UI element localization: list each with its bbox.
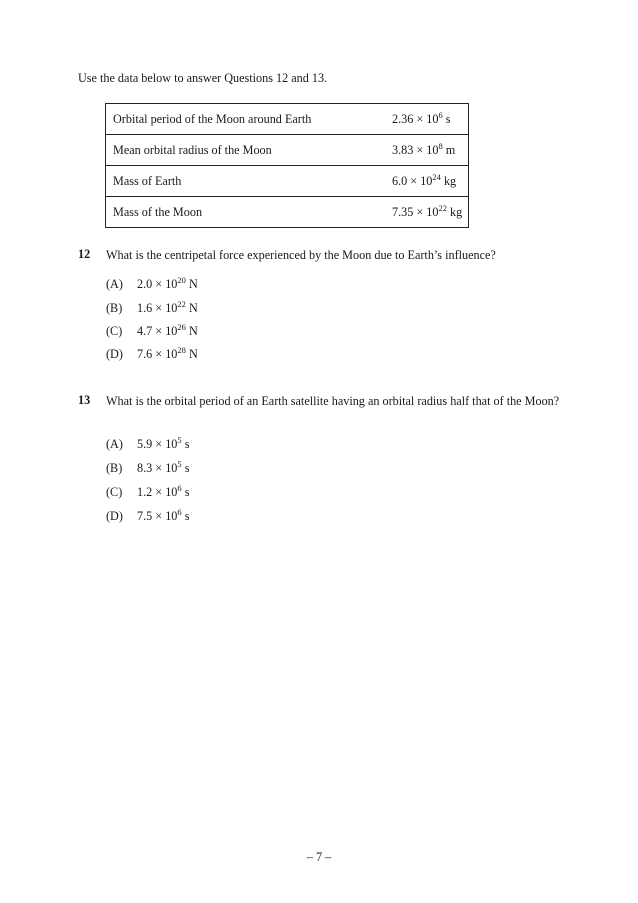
option-letter[interactable]: (C)	[106, 485, 123, 499]
option-value[interactable]: $7.5 \times 10^6$ s	[137, 507, 190, 523]
question-text: What is the centripetal force experienced by the Moon due to Earth’s influence?	[106, 248, 496, 262]
option-letter[interactable]: (C)	[106, 324, 123, 338]
option-value[interactable]: $1.2 \times 10^6$ s	[137, 483, 190, 499]
question-number: 12	[78, 247, 91, 261]
option-letter[interactable]: (B)	[106, 301, 123, 315]
option-letter[interactable]: (A)	[106, 437, 123, 451]
option-value[interactable]: $7.6 \times 10^{28}$ N	[137, 345, 198, 361]
table-label: Orbital period of the Moon around Earth	[106, 104, 388, 135]
table-row	[106, 135, 469, 166]
option-letter[interactable]: (B)	[106, 461, 123, 475]
question-number: 13	[78, 393, 91, 407]
page-number: – 7 –	[306, 850, 332, 864]
option-value[interactable]: $8.3 \times 10^5$ s	[137, 459, 190, 475]
option-value[interactable]: $5.9 \times 10^5$ s	[137, 435, 190, 451]
table-label: Mass of Earth	[106, 166, 388, 197]
table-label: Mass of the Moon	[113, 204, 203, 219]
table-row	[106, 104, 469, 135]
table-value: $3.83 \times 10^8$ m	[387, 135, 469, 166]
table-value: $6.0 \times 10^{24}$ kg	[387, 166, 469, 197]
table-row	[106, 166, 469, 197]
table-value: $2.36 \times 10^6$ s	[387, 104, 469, 135]
option-value[interactable]: $4.7 \times 10^{26}$ N	[137, 322, 198, 338]
option-value[interactable]: $1.6 \times 10^{22}$ N	[137, 299, 198, 315]
data-table	[105, 103, 469, 228]
option-letter[interactable]: (A)	[106, 277, 123, 291]
table-value: $7.35 \times 10^{22}$ kg	[392, 202, 463, 219]
option-letter[interactable]: (D)	[106, 509, 123, 523]
option-value[interactable]: $2.0 \times 10^{20}$ N	[137, 275, 198, 291]
question-text: What is the orbital period of an Earth satellite having an orbital radius half that of the Moon?	[106, 394, 560, 408]
table-label: Mean orbital radius of the Moon	[106, 135, 388, 166]
table-row	[106, 197, 469, 228]
option-letter[interactable]: (D)	[106, 347, 123, 361]
intro-text: Use the data below to answer Questions 12 and 13.	[78, 71, 328, 85]
